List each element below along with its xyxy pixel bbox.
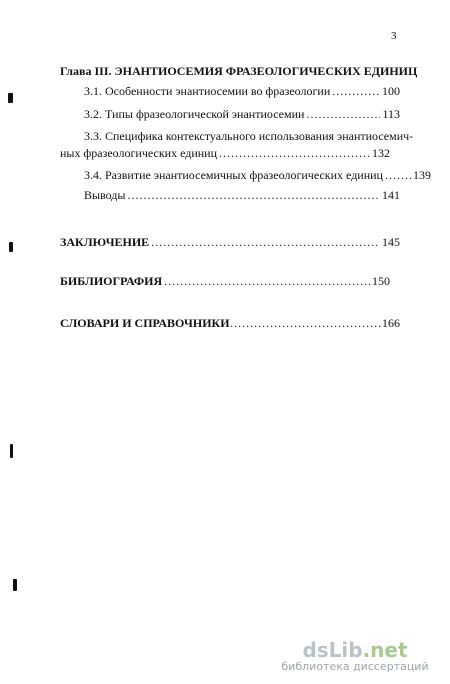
toc-entry-3-2[interactable]: [60, 107, 400, 121]
toc-entry-title: 3.4. Развитие энантиосемичных фразеологических единиц: [84, 167, 383, 182]
toc-entry-title: 3.2. Типы фразеологической энантиосемии: [84, 106, 305, 121]
watermark: [270, 638, 440, 673]
toc-entry-bibliografiya[interactable]: [60, 274, 400, 288]
toc-entry-title: ных фразеологических единиц: [60, 145, 218, 160]
toc-entry-slovari[interactable]: [60, 316, 400, 330]
toc-entry-title: 3.1. Особенности энантиосемии во фразеологии: [84, 84, 331, 99]
toc-entry-page: 150: [372, 274, 390, 289]
toc-entry-3-4[interactable]: [60, 167, 431, 182]
dot-leader: [306, 107, 380, 121]
toc-entry-title: БИБЛИОГРАФИЯ: [60, 274, 163, 289]
dot-leader: [164, 274, 370, 288]
table-of-contents: [60, 64, 431, 330]
watermark-subtitle: библиотека диссертаций: [281, 660, 429, 673]
toc-entry-page: 100: [382, 84, 400, 99]
dot-leader: [127, 188, 380, 202]
page-number: 3: [391, 30, 397, 42]
toc-entry-page: 113: [382, 106, 400, 121]
dot-leader: [219, 146, 370, 160]
toc-entry-3-3[interactable]: [60, 146, 400, 160]
ellipsis-leader: [230, 316, 382, 330]
toc-entry-title: Выводы: [84, 188, 126, 203]
toc-entry-page: 145: [382, 234, 400, 249]
watermark-logo-main: dsLib: [302, 638, 363, 662]
dot-leader: [385, 168, 411, 182]
binding-mark: [10, 444, 13, 458]
toc-entry-page: 132: [372, 145, 390, 160]
toc-entry-page: 166: [382, 315, 400, 330]
toc-entry-title: СЛОВАРИ И СПРАВОЧНИКИ: [60, 315, 230, 330]
toc-entry-conclusions[interactable]: [60, 188, 400, 202]
binding-mark: [8, 93, 13, 103]
toc-entry-page: 139: [412, 167, 431, 182]
binding-mark: [9, 242, 13, 252]
toc-entry-3-3-line1: 3.3. Специфика контекстуального использования энантиосемич-: [84, 129, 414, 144]
watermark-logo: [270, 638, 440, 662]
chapter-heading: Глава III. ЭНАНТИОСЕМИЯ ФРАЗЕОЛОГИЧЕСКИХ ЕДИНИЦ: [60, 64, 418, 78]
watermark-logo-tld: .net: [362, 638, 408, 662]
toc-entry-zaklyuchenie[interactable]: [60, 235, 400, 249]
binding-mark: [13, 579, 17, 591]
toc-entry-page: 141: [382, 188, 400, 203]
dot-leader: [151, 235, 380, 249]
toc-entry-title: ЗАКЛЮЧЕНИЕ: [60, 234, 150, 249]
toc-entry-3-1[interactable]: [60, 84, 400, 98]
dot-leader: [332, 84, 380, 98]
